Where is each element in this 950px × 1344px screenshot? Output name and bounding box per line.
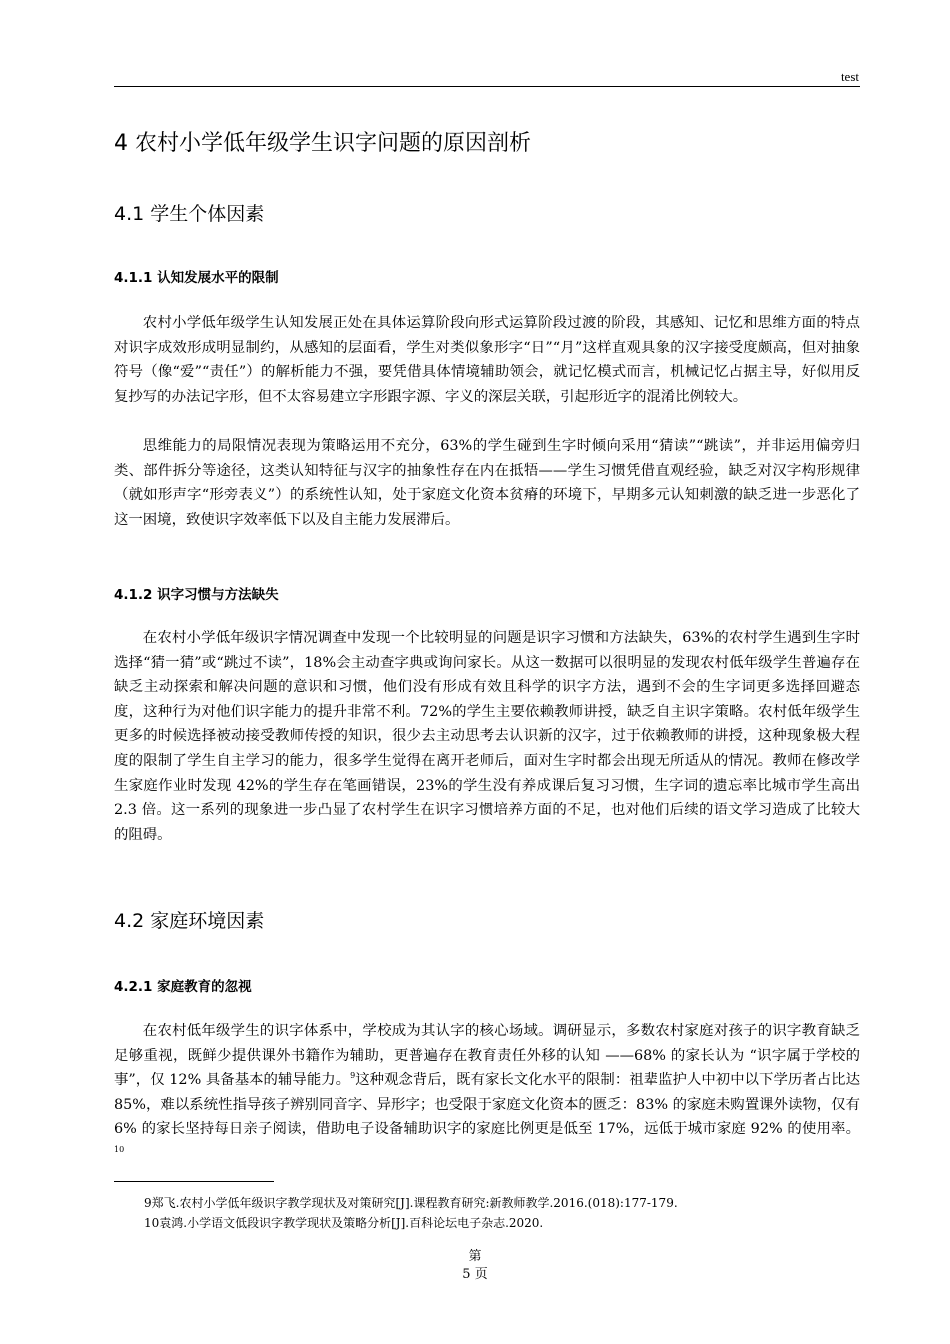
page-header-text: test	[840, 69, 859, 84]
section-4-2-heading: 4.2 家庭环境因素	[114, 910, 265, 932]
footnote-10: 10袁鸿.小学语文低段识字教学现状及策略分析[J].百科论坛电子杂志.2020.	[144, 1216, 544, 1230]
footnote-9: 9郑飞.农村小学低年级识字教学现状及对策研究[J].课程教育研究:新教师教学.2016.(018):177-179.	[144, 1196, 678, 1210]
chapter-title: 4 农村小学低年级学生识字问题的原因剖析	[114, 131, 531, 156]
paragraph-4-2-1-part-a: 在农村低年级学生的识字体系中，学校成为其认字的核心场域。调研显示，多数农村家庭对孩子的识字教育缺乏足够重视，既鲜少提供课外书籍作为辅助，更普遍存在教育责任外移的认知 ——68% 的家长认为 “识字属于学校的事”，仅 12% 具备基本的辅导能力。	[114, 1023, 860, 1089]
page-number-line2: 5 页	[462, 1267, 488, 1282]
subsection-4-1-2-heading: 4.1.2 识字习惯与方法缺失	[114, 587, 279, 603]
footnote-ref-10[interactable]: 10	[114, 1144, 125, 1154]
subsection-4-2-1-heading: 4.2.1 家庭教育的忽视	[114, 979, 252, 995]
paragraph-4-2-1-part-b: 这种观念背后，既有家长文化水平的限制：祖辈监护人中初中以下学历者占比达 85%，难以系统性指导孩子辨别同音字、异形字；也受限于家庭文化资本的匮乏：83% 的家庭未购置课外读物，仅有 6% 的家长坚持每日亲子阅读，借助电子设备辅助识字的家庭比例更是低至 17%，远低于城市家庭 92% 的使用率。	[114, 1072, 860, 1138]
footnote-rule	[114, 1181, 274, 1182]
page-number	[445, 1248, 505, 1284]
header-rule	[114, 86, 860, 87]
paragraph-4-2-1	[114, 1019, 860, 1167]
page-number-line1: 第	[468, 1249, 482, 1264]
section-4-1-heading: 4.1 学生个体因素	[114, 203, 265, 225]
paragraph-4-1-1-a: 农村小学低年级学生认知发展正处在具体运算阶段向形式运算阶段过渡的阶段，其感知、记忆和思维方面的特点对识字成效形成明显制约，从感知的层面看，学生对类似象形字“日”“月”这样直观具象的汉字接受度颇高，但对抽象符号（像“爱”“责任”）的解析能力不强，要凭借具体情境辅助领会，就记忆模式而言，机械记忆占据主导，好似用反复抄写的办法记字形，但不太容易建立字形跟字源、字义的深层关联，引起形近字的混淆比例较大。	[114, 315, 860, 405]
subsection-4-1-1-heading: 4.1.1 认知发展水平的限制	[114, 270, 279, 286]
paragraph-4-1-1-b: 思维能力的局限情况表现为策略运用不充分，63%的学生碰到生字时倾向采用“猜读”“跳读”，并非运用偏旁归类、部件拆分等途径，这类认知特征与汉字的抽象性存在内在抵牾——学生习惯凭借直观经验，缺乏对汉字构形规律（就如形声字“形旁表义”）的系统性认知，处于家庭文化资本贫瘠的环境下，早期多元认知刺激的缺乏进一步恶化了这一困境，致使识字效率低下以及自主能力发展滞后。	[114, 438, 860, 528]
footnote-ref-9[interactable]: 9	[350, 1071, 356, 1081]
paragraph-4-1-2: 在农村小学低年级识字情况调查中发现一个比较明显的问题是识字习惯和方法缺失，63%的农村学生遇到生字时选择“猜一猜”或“跳过不读”，18%会主动查字典或询问家长。从这一数据可以很明显的发现农村低年级学生普遍存在缺乏主动探索和解决问题的意识和习惯，他们没有形成有效且科学的识字方法，遇到不会的生字词更多选择回避态度，这种行为对他们识字能力的提升非常不利。72%的学生主要依赖教师讲授，缺乏自主识字策略。农村低年级学生更多的时候选择被动接受教师传授的知识，很少去主动思考去认识新的汉字，过于依赖教师的讲授，这种现象极大程度的限制了学生自主学习的能力，很多学生觉得在离开老师后，面对生字时都会出现无所适从的情况。教师在修改学生家庭作业时发现 42%的学生存在笔画错误，23%的学生没有养成课后复习习惯，生字词的遗忘率比城市学生高出 2.3 倍。这一系列的现象进一步凸显了农村学生在识字习惯培养方面的不足，也对他们后续的语文学习造成了比较大的阻碍。	[114, 630, 860, 843]
